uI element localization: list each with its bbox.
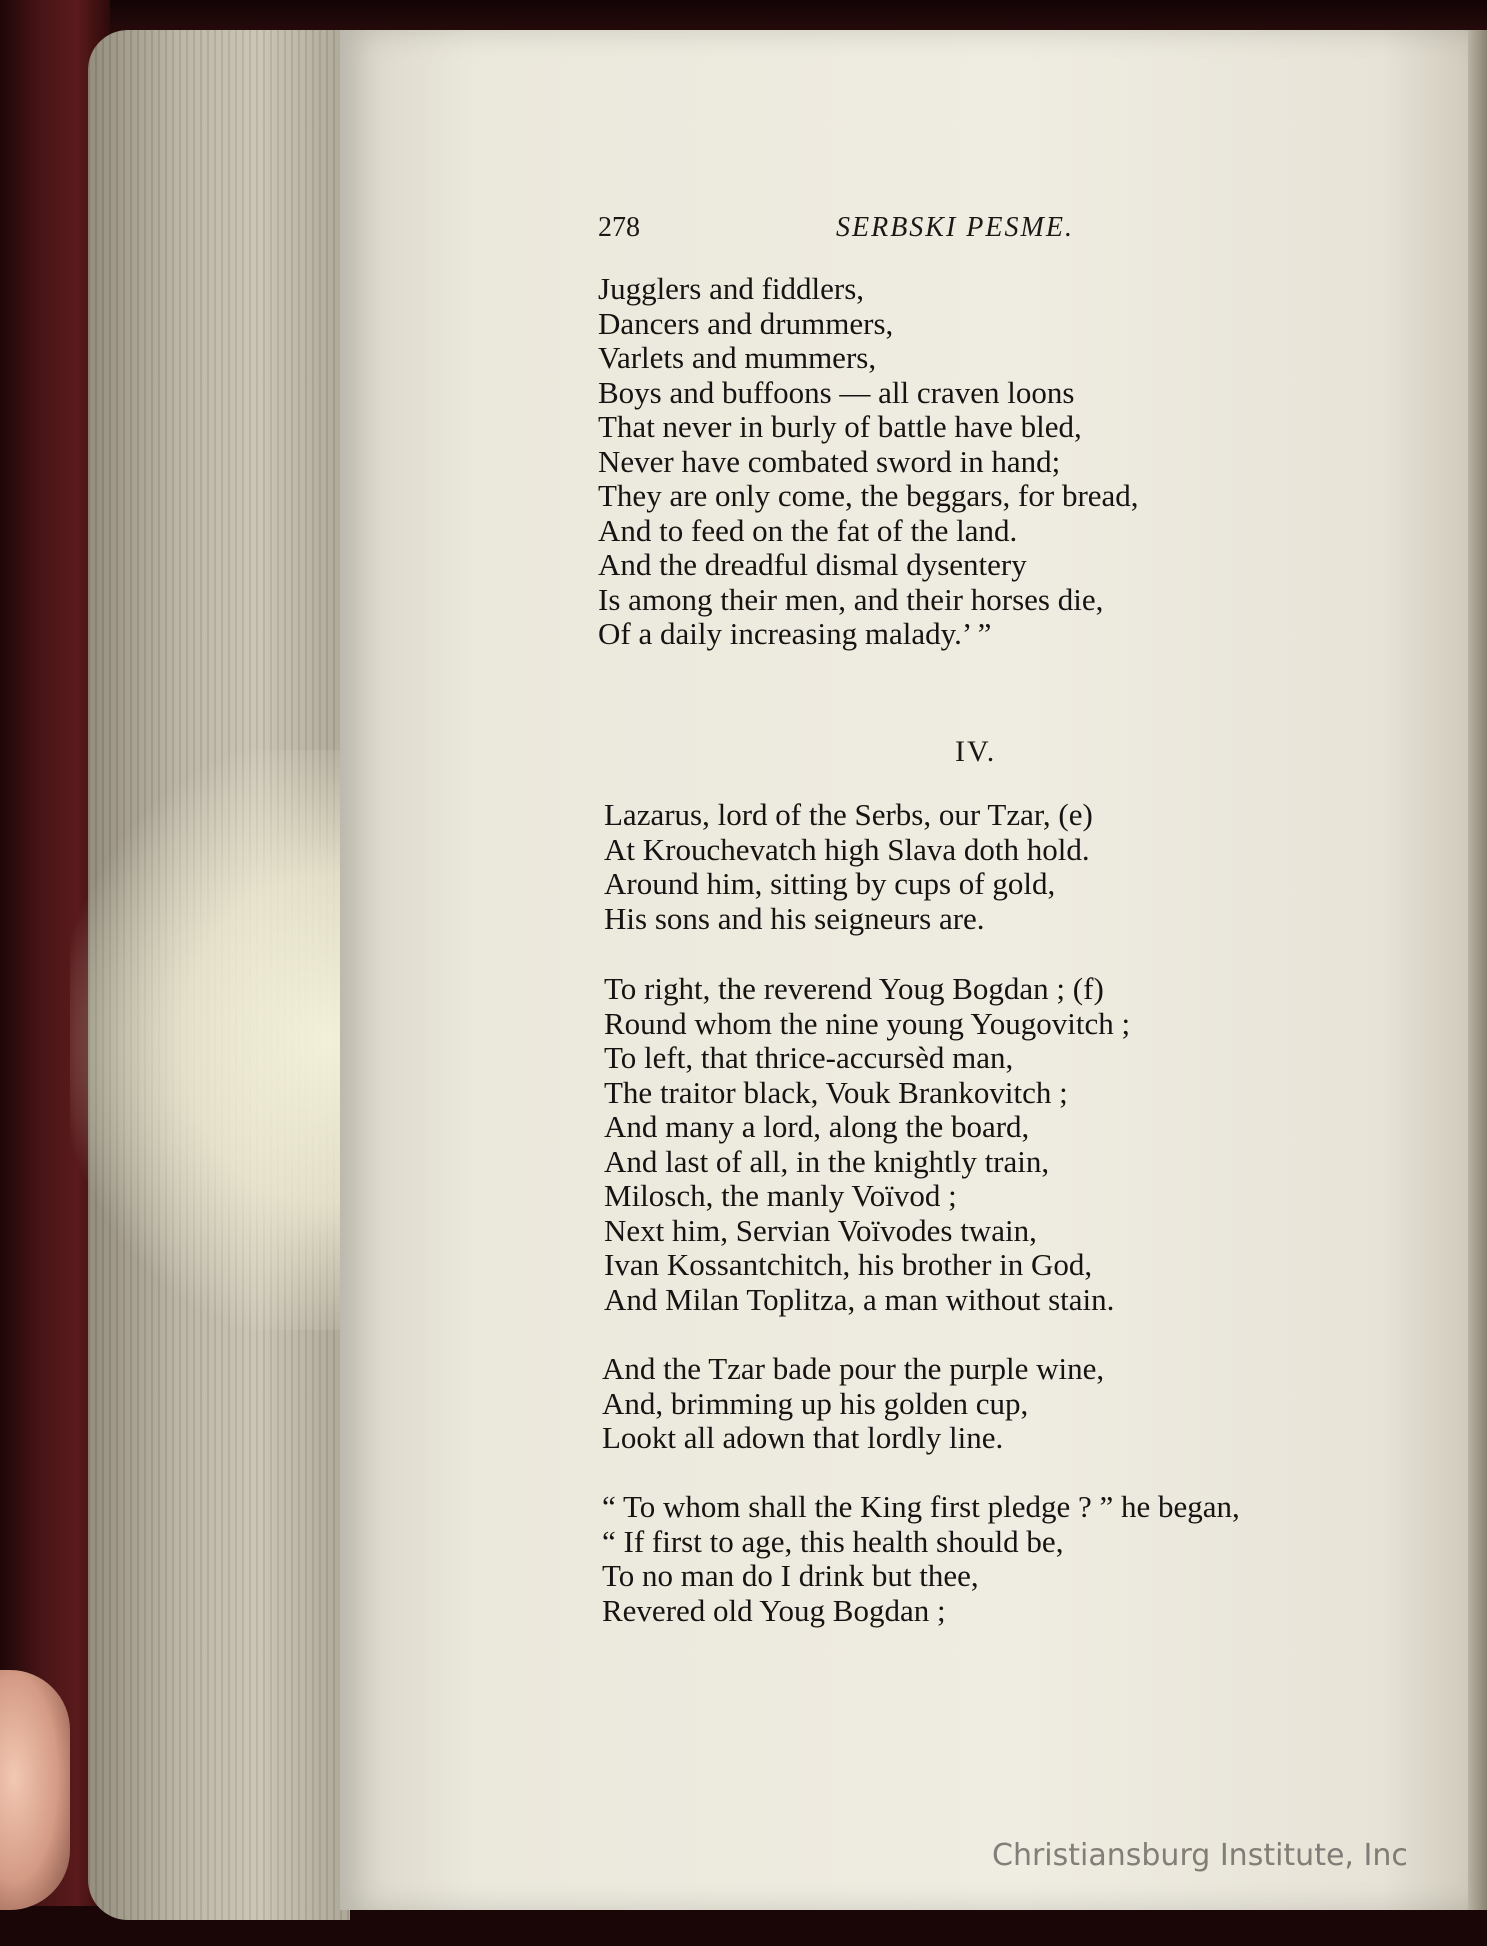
verse-line: Boys and buffoons — all craven loons [598,374,1075,410]
section-heading: IV. [955,735,997,768]
verse-line: And the dreadful dismal dysentery [598,547,1027,582]
verse-line: Ivan Kossantchitch, his brother in God, [604,1247,1093,1282]
verse-line: Revered old Youg Bogdan ; [602,1592,946,1628]
verse-line: And many a lord, along the board, [604,1109,1030,1144]
next-page-edge [1468,30,1487,1910]
verse-line: Milosch, the manly Voïvod ; [604,1178,957,1213]
stanza-intro [598,272,1139,652]
verse-line: To no man do I drink but thee, [602,1558,979,1593]
verse-line: And the Tzar bade pour the purple wine, [602,1351,1105,1386]
stanza-3 [602,1352,1104,1456]
verse-line: Jugglers and fiddlers, [598,271,865,306]
verse-line: Never have combated sword in hand; [598,443,1061,479]
verse-line: And to feed on the fat of the land. [598,512,1018,548]
verse-line: Is among their men, and their horses die, [598,581,1104,617]
verse-line: Dancers and drummers, [598,305,894,341]
verse-line: That never in burly of battle have bled, [598,409,1082,444]
watermark: Christiansburg Institute, Inc [992,1838,1408,1873]
verse-line: Around him, sitting by cups of gold, [604,866,1056,901]
verse-line: Lazarus, lord of the Serbs, our Tzar, (e) [604,797,1093,832]
page-number: 278 [598,212,640,243]
verse-line: They are only come, the beggars, for bread, [598,478,1139,513]
running-title: SERBSKI PESME. [836,212,1074,243]
stanza-1 [604,798,1093,936]
verse-line: To left, that thrice-accursèd man, [604,1040,1014,1075]
verse-line: “ If first to age, this health should be, [602,1523,1064,1559]
verse-line: Next him, Servian Voïvodes twain, [604,1212,1037,1248]
verse-line: Varlets and mummers, [598,340,877,375]
verse-line: Round whom the nine young Yougovitch ; [604,1005,1131,1041]
verse-line: To right, the reverend Youg Bogdan ; (f) [604,971,1104,1006]
verse-line: His sons and his seigneurs are. [604,900,985,936]
thumb [0,1670,70,1910]
verse-line: Of a daily increasing malady.’ ” [598,616,992,651]
verse-line: The traitor black, Vouk Brankovitch ; [604,1074,1068,1110]
verse-line: And, brimming up his golden cup, [602,1385,1029,1421]
verse-line: Lookt all adown that lordly line. [602,1420,1004,1455]
stanza-2 [604,972,1130,1317]
verse-line: At Krouchevatch high Slava doth hold. [604,831,1090,867]
stanza-4 [602,1490,1240,1628]
verse-line: “ To whom shall the King first pledge ? ” he began, [602,1489,1240,1524]
verse-line: And last of all, in the knightly train, [604,1143,1050,1179]
verse-line: And Milan Toplitza, a man without stain. [604,1281,1115,1317]
